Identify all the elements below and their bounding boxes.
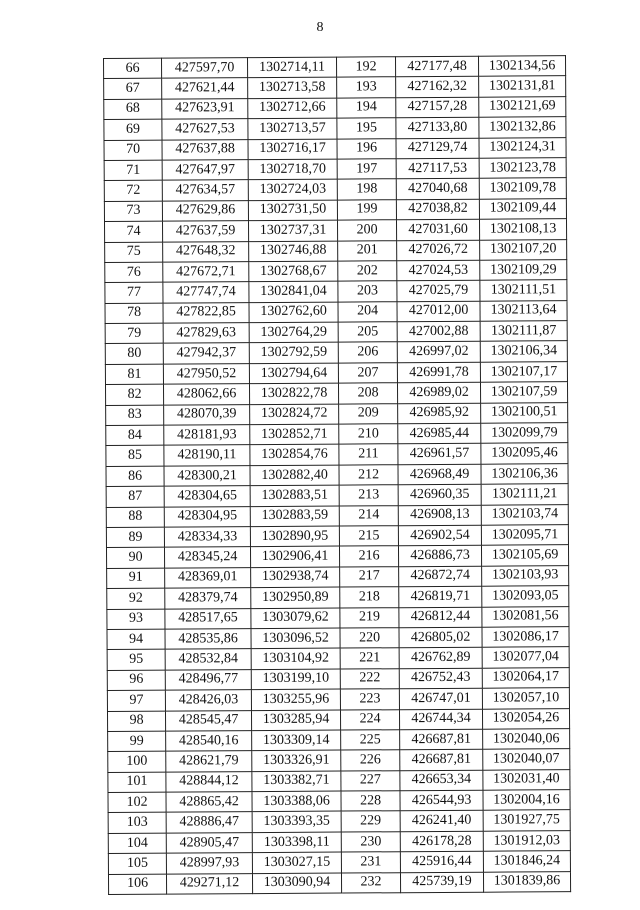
x-coordinate-cell: 426908,13 — [398, 505, 481, 526]
table-row — [107, 688, 569, 711]
y-coordinate-cell: 1302064,17 — [482, 667, 569, 688]
y-coordinate-cell: 1302854,76 — [250, 444, 339, 465]
point-number-cell: 213 — [339, 485, 398, 506]
table-row — [106, 545, 568, 568]
y-coordinate-cell: 1302718,70 — [248, 159, 337, 180]
y-coordinate-cell: 1303079,62 — [251, 608, 340, 629]
x-coordinate-cell: 428997,93 — [166, 853, 252, 874]
y-coordinate-cell: 1302105,69 — [481, 545, 568, 566]
point-number-cell: 92 — [107, 588, 165, 609]
y-coordinate-cell: 1302746,88 — [249, 241, 338, 262]
table-row — [107, 565, 569, 588]
table-row — [107, 708, 569, 731]
y-coordinate-cell: 1302111,87 — [480, 321, 567, 342]
table-row — [107, 627, 569, 650]
table-row — [105, 300, 567, 323]
point-number-cell: 84 — [106, 425, 164, 446]
y-coordinate-cell: 1302950,89 — [251, 587, 340, 608]
y-coordinate-cell: 1302713,57 — [248, 118, 337, 139]
point-number-cell: 228 — [341, 791, 400, 812]
table-row — [106, 402, 568, 425]
point-number-cell: 103 — [108, 813, 166, 834]
y-coordinate-cell: 1302109,78 — [479, 178, 566, 199]
y-coordinate-cell: 1303090,94 — [252, 873, 341, 894]
y-coordinate-cell: 1302882,40 — [250, 465, 339, 486]
point-number-cell: 227 — [341, 770, 400, 791]
page-number: 8 — [316, 20, 324, 35]
y-coordinate-cell: 1303027,15 — [252, 852, 341, 873]
x-coordinate-cell: 427637,88 — [162, 139, 248, 160]
point-number-cell: 79 — [105, 323, 163, 344]
point-number-cell: 222 — [340, 668, 399, 689]
table-row — [105, 260, 567, 283]
x-coordinate-cell: 428540,16 — [166, 730, 252, 751]
y-coordinate-cell: 1302792,59 — [249, 343, 338, 364]
y-coordinate-cell: 1302883,51 — [250, 485, 339, 506]
coordinates-table-body — [104, 56, 571, 895]
point-number-cell: 211 — [339, 444, 398, 465]
y-coordinate-cell: 1302737,31 — [248, 220, 337, 241]
x-coordinate-cell: 428304,65 — [164, 486, 250, 507]
point-number-cell: 201 — [338, 240, 397, 261]
x-coordinate-cell: 427621,44 — [162, 78, 248, 99]
y-coordinate-cell: 1302106,34 — [480, 341, 567, 362]
point-number-cell: 82 — [105, 384, 163, 405]
table-row — [104, 117, 566, 140]
x-coordinate-cell: 427129,74 — [396, 138, 479, 159]
y-coordinate-cell: 1302106,36 — [481, 463, 568, 484]
point-number-cell: 198 — [337, 179, 396, 200]
y-coordinate-cell: 1302824,72 — [250, 404, 339, 425]
point-number-cell: 197 — [337, 159, 396, 180]
point-number-cell: 210 — [339, 424, 398, 445]
point-number-cell: 95 — [107, 649, 165, 670]
table-row — [106, 443, 568, 466]
table-row — [108, 749, 570, 772]
y-coordinate-cell: 1301846,24 — [483, 851, 570, 872]
point-number-cell: 89 — [106, 527, 164, 548]
point-number-cell: 100 — [108, 751, 166, 772]
y-coordinate-cell: 1301912,03 — [483, 831, 570, 852]
x-coordinate-cell: 427942,37 — [163, 343, 249, 364]
x-coordinate-cell: 425739,19 — [400, 872, 483, 893]
y-coordinate-cell: 1302081,56 — [482, 606, 569, 627]
x-coordinate-cell: 427026,72 — [397, 240, 480, 261]
x-coordinate-cell: 426178,28 — [400, 831, 483, 852]
point-number-cell: 76 — [105, 262, 163, 283]
y-coordinate-cell: 1303326,91 — [252, 750, 341, 771]
y-coordinate-cell: 1302713,58 — [248, 77, 337, 98]
y-coordinate-cell: 1302108,13 — [479, 219, 566, 240]
x-coordinate-cell: 427627,53 — [162, 119, 248, 140]
table-row — [104, 178, 566, 201]
y-coordinate-cell: 1302086,17 — [482, 627, 569, 648]
point-number-cell: 212 — [339, 465, 398, 486]
y-coordinate-cell: 1302883,59 — [250, 506, 339, 527]
point-number-cell: 106 — [108, 874, 166, 895]
y-coordinate-cell: 1302103,74 — [481, 504, 568, 525]
y-coordinate-cell: 1302714,11 — [248, 57, 337, 78]
x-coordinate-cell: 426653,34 — [400, 770, 483, 791]
table-row — [104, 56, 566, 79]
point-number-cell: 96 — [107, 670, 165, 691]
point-number-cell: 72 — [104, 180, 162, 201]
table-row — [108, 851, 570, 874]
point-number-cell: 105 — [108, 853, 166, 874]
x-coordinate-cell: 427829,63 — [163, 323, 249, 344]
y-coordinate-cell: 1302131,81 — [479, 76, 566, 97]
point-number-cell: 94 — [107, 629, 165, 650]
y-coordinate-cell: 1303382,71 — [252, 771, 341, 792]
point-number-cell: 75 — [105, 242, 163, 263]
table-row — [104, 158, 566, 181]
table-row — [105, 341, 567, 364]
point-number-cell: 102 — [108, 792, 166, 813]
x-coordinate-cell: 426989,02 — [397, 382, 480, 403]
point-number-cell: 232 — [341, 872, 400, 893]
point-number-cell: 193 — [337, 77, 396, 98]
y-coordinate-cell: 1303393,35 — [252, 812, 341, 833]
table-row — [104, 198, 566, 221]
x-coordinate-cell: 428621,79 — [166, 751, 252, 772]
point-number-cell: 88 — [106, 507, 164, 528]
point-number-cell: 99 — [108, 731, 166, 752]
point-number-cell: 196 — [337, 138, 396, 159]
x-coordinate-cell: 428905,47 — [166, 832, 252, 853]
x-coordinate-cell: 425916,44 — [400, 851, 483, 872]
x-coordinate-cell: 426819,71 — [399, 586, 482, 607]
table-row — [106, 504, 568, 527]
y-coordinate-cell: 1302077,04 — [482, 647, 569, 668]
x-coordinate-cell: 426687,81 — [400, 729, 483, 750]
y-coordinate-cell: 1302099,79 — [481, 423, 568, 444]
y-coordinate-cell: 1302724,03 — [248, 179, 337, 200]
x-coordinate-cell: 426968,49 — [398, 464, 481, 485]
point-number-cell: 216 — [339, 546, 398, 567]
y-coordinate-cell: 1302822,78 — [249, 383, 338, 404]
point-number-cell: 229 — [341, 811, 400, 832]
y-coordinate-cell: 1303199,10 — [251, 669, 340, 690]
point-number-cell: 226 — [341, 750, 400, 771]
table-row — [107, 586, 569, 609]
point-number-cell: 85 — [106, 446, 164, 467]
x-coordinate-cell: 428304,95 — [164, 506, 250, 527]
x-coordinate-cell: 427637,59 — [162, 221, 248, 242]
x-coordinate-cell: 426544,93 — [400, 790, 483, 811]
point-number-cell: 192 — [336, 57, 395, 78]
point-number-cell: 224 — [340, 709, 399, 730]
x-coordinate-cell: 426997,02 — [397, 342, 480, 363]
y-coordinate-cell: 1302107,20 — [480, 239, 567, 260]
y-coordinate-cell: 1302109,44 — [479, 198, 566, 219]
x-coordinate-cell: 428517,65 — [165, 608, 251, 629]
x-coordinate-cell: 427629,86 — [162, 200, 248, 221]
x-coordinate-cell: 428844,12 — [166, 771, 252, 792]
point-number-cell: 221 — [340, 648, 399, 669]
x-coordinate-cell: 428532,84 — [165, 649, 251, 670]
y-coordinate-cell: 1302906,41 — [250, 546, 339, 567]
table-row — [104, 96, 566, 119]
point-number-cell: 91 — [107, 568, 165, 589]
x-coordinate-cell: 428369,01 — [165, 567, 251, 588]
y-coordinate-cell: 1302132,86 — [479, 117, 566, 138]
point-number-cell: 70 — [104, 140, 162, 161]
x-coordinate-cell: 427597,70 — [162, 58, 248, 79]
y-coordinate-cell: 1302841,04 — [249, 281, 338, 302]
y-coordinate-cell: 1302109,29 — [480, 260, 567, 281]
x-coordinate-cell: 427025,79 — [397, 280, 480, 301]
point-number-cell: 214 — [339, 505, 398, 526]
point-number-cell: 205 — [338, 322, 397, 343]
x-coordinate-cell: 427024,53 — [397, 260, 480, 281]
y-coordinate-cell: 1302764,29 — [249, 322, 338, 343]
point-number-cell: 223 — [340, 689, 399, 710]
x-coordinate-cell: 426812,44 — [399, 607, 482, 628]
x-coordinate-cell: 427117,53 — [396, 158, 479, 179]
point-number-cell: 97 — [107, 690, 165, 711]
table-row — [104, 76, 566, 99]
y-coordinate-cell: 1302794,64 — [249, 363, 338, 384]
y-coordinate-cell: 1302100,51 — [481, 402, 568, 423]
point-number-cell: 69 — [104, 119, 162, 140]
x-coordinate-cell: 426991,78 — [397, 362, 480, 383]
y-coordinate-cell: 1302107,59 — [480, 382, 567, 403]
y-coordinate-cell: 1302057,10 — [482, 688, 569, 709]
x-coordinate-cell: 428865,42 — [166, 792, 252, 813]
point-number-cell: 98 — [107, 711, 165, 732]
point-number-cell: 87 — [106, 486, 164, 507]
y-coordinate-cell: 1302111,51 — [480, 280, 567, 301]
y-coordinate-cell: 1302852,71 — [250, 424, 339, 445]
x-coordinate-cell: 428496,77 — [165, 669, 251, 690]
point-number-cell: 86 — [106, 466, 164, 487]
point-number-cell: 202 — [338, 261, 397, 282]
y-coordinate-cell: 1302731,50 — [248, 200, 337, 221]
point-number-cell: 66 — [104, 58, 162, 79]
table-row — [108, 729, 570, 752]
x-coordinate-cell: 427747,74 — [163, 282, 249, 303]
y-coordinate-cell: 1302095,71 — [481, 525, 568, 546]
y-coordinate-cell: 1302103,93 — [482, 565, 569, 586]
point-number-cell: 90 — [106, 548, 164, 569]
point-number-cell: 83 — [106, 405, 164, 426]
y-coordinate-cell: 1302111,21 — [481, 484, 568, 505]
y-coordinate-cell: 1303309,14 — [252, 730, 341, 751]
y-coordinate-cell: 1302938,74 — [251, 567, 340, 588]
point-number-cell: 204 — [338, 301, 397, 322]
x-coordinate-cell: 426747,01 — [399, 688, 482, 709]
x-coordinate-cell: 427822,85 — [163, 302, 249, 323]
point-number-cell: 194 — [337, 97, 396, 118]
x-coordinate-cell: 427002,88 — [397, 321, 480, 342]
point-number-cell: 104 — [108, 833, 166, 854]
x-coordinate-cell: 428181,93 — [164, 425, 250, 446]
y-coordinate-cell: 1302890,95 — [250, 526, 339, 547]
x-coordinate-cell: 426985,92 — [398, 403, 481, 424]
point-number-cell: 225 — [341, 730, 400, 751]
table-row — [108, 831, 570, 854]
point-number-cell: 203 — [338, 281, 397, 302]
point-number-cell: 81 — [105, 364, 163, 385]
y-coordinate-cell: 1301839,86 — [483, 871, 570, 892]
point-number-cell: 93 — [107, 609, 165, 630]
y-coordinate-cell: 1301927,75 — [483, 810, 570, 831]
x-coordinate-cell: 427040,68 — [396, 179, 479, 200]
y-coordinate-cell: 1302134,56 — [478, 56, 565, 77]
x-coordinate-cell: 426985,44 — [398, 423, 481, 444]
y-coordinate-cell: 1302716,17 — [248, 139, 337, 160]
x-coordinate-cell: 426752,43 — [399, 668, 482, 689]
point-number-cell: 78 — [105, 303, 163, 324]
y-coordinate-cell: 1302762,60 — [249, 302, 338, 323]
x-coordinate-cell: 427647,97 — [162, 160, 248, 181]
x-coordinate-cell: 427162,32 — [396, 77, 479, 98]
x-coordinate-cell: 429271,12 — [166, 873, 252, 894]
y-coordinate-cell: 1302040,06 — [483, 729, 570, 750]
point-number-cell: 68 — [104, 99, 162, 120]
x-coordinate-cell: 427157,28 — [396, 97, 479, 118]
y-coordinate-cell: 1302121,69 — [479, 96, 566, 117]
x-coordinate-cell: 427038,82 — [396, 199, 479, 220]
y-coordinate-cell: 1302124,31 — [479, 137, 566, 158]
point-number-cell: 71 — [104, 160, 162, 181]
x-coordinate-cell: 428334,33 — [164, 527, 250, 548]
table-row — [107, 667, 569, 690]
y-coordinate-cell: 1302093,05 — [482, 586, 569, 607]
point-number-cell: 220 — [340, 628, 399, 649]
y-coordinate-cell: 1302123,78 — [479, 158, 566, 179]
x-coordinate-cell: 428190,11 — [164, 445, 250, 466]
x-coordinate-cell: 428379,74 — [165, 588, 251, 609]
x-coordinate-cell: 428426,03 — [165, 690, 251, 711]
y-coordinate-cell: 1302107,17 — [480, 362, 567, 383]
x-coordinate-cell: 426960,35 — [398, 484, 481, 505]
point-number-cell: 231 — [341, 852, 400, 873]
table-row — [107, 647, 569, 670]
point-number-cell: 218 — [340, 587, 399, 608]
y-coordinate-cell: 1302095,46 — [481, 443, 568, 464]
point-number-cell: 195 — [337, 118, 396, 139]
x-coordinate-cell: 426872,74 — [399, 566, 482, 587]
y-coordinate-cell: 1302113,64 — [480, 300, 567, 321]
point-number-cell: 73 — [104, 201, 162, 222]
point-number-cell: 77 — [105, 282, 163, 303]
x-coordinate-cell: 428545,47 — [165, 710, 251, 731]
point-number-cell: 101 — [108, 772, 166, 793]
point-number-cell: 219 — [340, 607, 399, 628]
table-row — [105, 382, 567, 405]
point-number-cell: 74 — [104, 221, 162, 242]
table-row — [104, 137, 566, 160]
table-row — [108, 769, 570, 792]
point-number-cell: 215 — [339, 526, 398, 547]
x-coordinate-cell: 426886,73 — [398, 546, 481, 567]
x-coordinate-cell: 427623,91 — [162, 98, 248, 119]
x-coordinate-cell: 428070,39 — [164, 404, 250, 425]
x-coordinate-cell: 427012,00 — [397, 301, 480, 322]
table-row — [107, 606, 569, 629]
table-row — [105, 239, 567, 262]
x-coordinate-cell: 428886,47 — [166, 812, 252, 833]
table-row — [105, 321, 567, 344]
point-number-cell: 217 — [340, 566, 399, 587]
table-row — [106, 423, 568, 446]
table-row — [108, 790, 570, 813]
x-coordinate-cell: 427634,57 — [162, 180, 248, 201]
point-number-cell: 80 — [105, 344, 163, 365]
y-coordinate-cell: 1302054,26 — [482, 708, 569, 729]
y-coordinate-cell: 1302712,66 — [248, 98, 337, 119]
x-coordinate-cell: 427031,60 — [396, 219, 479, 240]
x-coordinate-cell: 427177,48 — [395, 56, 478, 77]
y-coordinate-cell: 1302031,40 — [483, 769, 570, 790]
point-number-cell: 230 — [341, 832, 400, 853]
table-row — [106, 463, 568, 486]
y-coordinate-cell: 1302040,07 — [483, 749, 570, 770]
x-coordinate-cell: 426762,89 — [399, 648, 482, 669]
point-number-cell: 209 — [339, 403, 398, 424]
x-coordinate-cell: 428062,66 — [163, 384, 249, 405]
y-coordinate-cell: 1303398,11 — [252, 832, 341, 853]
y-coordinate-cell: 1303285,94 — [251, 710, 340, 731]
x-coordinate-cell: 427672,71 — [163, 262, 249, 283]
point-number-cell: 208 — [338, 383, 397, 404]
x-coordinate-cell: 426687,81 — [400, 749, 483, 770]
table-row — [108, 810, 570, 833]
x-coordinate-cell: 426805,02 — [399, 627, 482, 648]
point-number-cell: 200 — [337, 220, 396, 241]
x-coordinate-cell: 427648,32 — [163, 241, 249, 262]
y-coordinate-cell: 1303255,96 — [251, 689, 340, 710]
x-coordinate-cell: 427133,80 — [396, 117, 479, 138]
y-coordinate-cell: 1303104,92 — [251, 648, 340, 669]
y-coordinate-cell: 1303096,52 — [251, 628, 340, 649]
x-coordinate-cell: 426961,57 — [398, 444, 481, 465]
table-row — [106, 484, 568, 507]
x-coordinate-cell: 428300,21 — [164, 465, 250, 486]
y-coordinate-cell: 1302004,16 — [483, 790, 570, 811]
table-row — [108, 871, 570, 894]
table-row — [105, 280, 567, 303]
point-number-cell: 67 — [104, 79, 162, 100]
point-number-cell: 206 — [338, 342, 397, 363]
coordinates-table — [103, 55, 571, 895]
x-coordinate-cell: 428535,86 — [165, 629, 251, 650]
x-coordinate-cell: 428345,24 — [164, 547, 250, 568]
y-coordinate-cell: 1302768,67 — [249, 261, 338, 282]
table-row — [104, 219, 566, 242]
x-coordinate-cell: 426902,54 — [398, 525, 481, 546]
point-number-cell: 207 — [338, 363, 397, 384]
x-coordinate-cell: 426744,34 — [399, 709, 482, 730]
x-coordinate-cell: 426241,40 — [400, 811, 483, 832]
x-coordinate-cell: 427950,52 — [163, 363, 249, 384]
table-row — [106, 525, 568, 548]
table-row — [105, 362, 567, 385]
point-number-cell: 199 — [337, 199, 396, 220]
y-coordinate-cell: 1303388,06 — [252, 791, 341, 812]
